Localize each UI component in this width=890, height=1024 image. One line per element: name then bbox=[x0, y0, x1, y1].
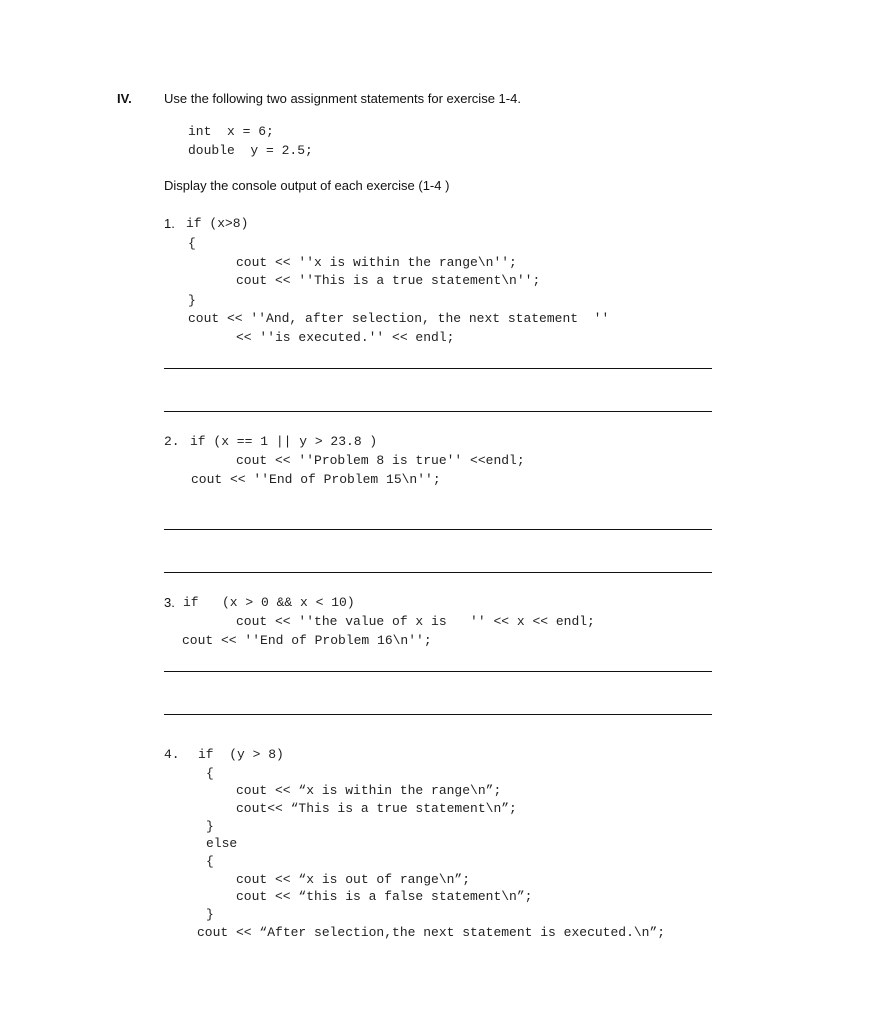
exercise-4-code-line: cout << “this is a false statement\n”; bbox=[236, 889, 533, 904]
exercise-4-code-line: cout << “x is out of range\n”; bbox=[236, 872, 471, 887]
answer-line-2a bbox=[164, 529, 712, 530]
exercise-4-code-line: cout << “After selection,the next statement is executed.\n”; bbox=[197, 925, 666, 940]
exercise-3-code-line: cout << ''the value of x is '' << x << endl; bbox=[236, 614, 595, 629]
answer-line-1a bbox=[164, 368, 712, 369]
exercise-2-code-line: cout << ''Problem 8 is true'' <<endl; bbox=[236, 453, 525, 468]
exercise-4-code-line: { bbox=[206, 854, 214, 869]
exercise-4-code-line: { bbox=[206, 766, 214, 781]
exercise-2-code-line: cout << ''End of Problem 15\n''; bbox=[191, 472, 441, 487]
exercise-4-code-line: } bbox=[206, 819, 214, 834]
answer-line-2b bbox=[164, 572, 712, 573]
exercise-1-code-line: { bbox=[188, 236, 196, 251]
exercise-4-code-line: else bbox=[206, 836, 238, 851]
exercise-1-code-line: } bbox=[188, 293, 196, 308]
answer-line-1b bbox=[164, 411, 712, 412]
exercise-4-code-line: cout<< “This is a true statement\n”; bbox=[236, 801, 517, 816]
exercise-1-code-line: << ''is executed.'' << endl; bbox=[236, 330, 455, 345]
exercise-4-number: 4. bbox=[164, 747, 180, 762]
exercise-1-code-line: if (x>8) bbox=[186, 216, 249, 231]
exercise-1-number: 1. bbox=[164, 216, 175, 231]
answer-line-3a bbox=[164, 671, 712, 672]
exercise-1-code-line: cout << ''And, after selection, the next statement '' bbox=[188, 311, 610, 326]
answer-line-3b bbox=[164, 714, 712, 715]
assignment-int-x: int x = 6; bbox=[188, 124, 274, 139]
exercise-1-code-line: cout << ''x is within the range\n''; bbox=[236, 255, 517, 270]
exercise-4-code-line: } bbox=[206, 907, 214, 922]
exercise-3-code-line: if (x > 0 && x < 10) bbox=[183, 595, 355, 610]
exercise-2-code-line: if (x == 1 || y > 23.8 ) bbox=[190, 434, 378, 449]
display-prompt: Display the console output of each exercise (1-4 ) bbox=[164, 178, 450, 193]
exercise-3-number: 3. bbox=[164, 595, 175, 610]
exercise-4-code-line: if (y > 8) bbox=[198, 747, 284, 762]
section-numeral: IV. bbox=[117, 91, 132, 106]
exercise-3-code-line: cout << ''End of Problem 16\n''; bbox=[182, 633, 432, 648]
section-instruction: Use the following two assignment statements for exercise 1-4. bbox=[164, 91, 521, 106]
exercise-1-code-line: cout << ''This is a true statement\n''; bbox=[236, 273, 541, 288]
exercise-2-number: 2. bbox=[164, 434, 180, 449]
assignment-double-y: double y = 2.5; bbox=[188, 143, 313, 158]
exercise-4-code-line: cout << “x is within the range\n”; bbox=[236, 783, 502, 798]
